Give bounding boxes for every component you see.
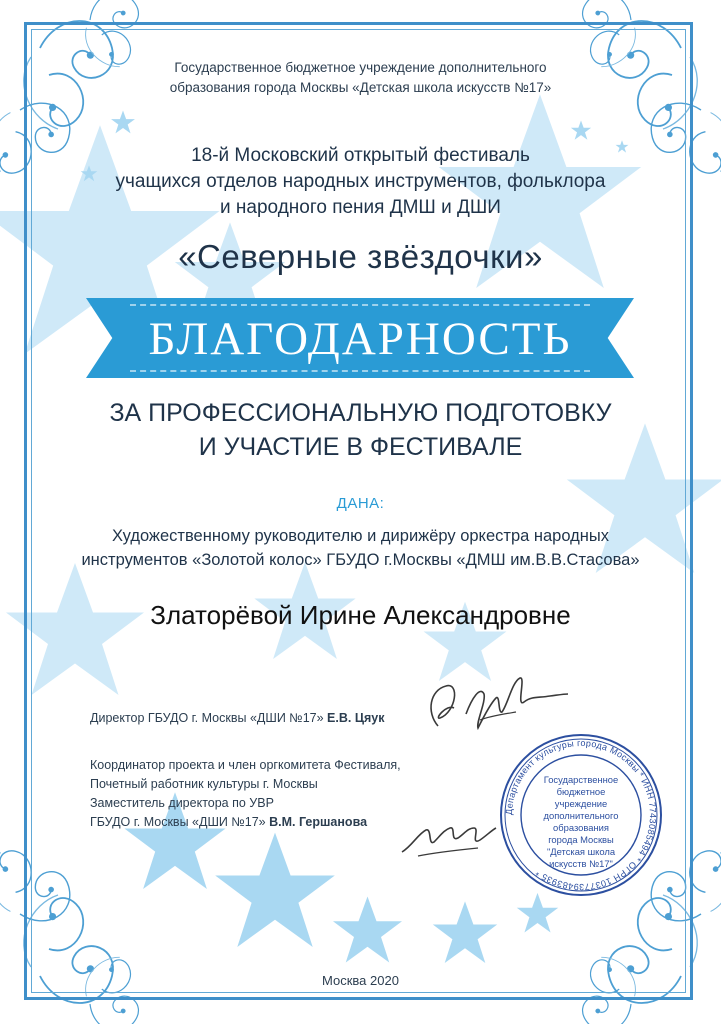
stamp-center-text	[528, 774, 634, 870]
award-ribbon	[86, 298, 634, 378]
award-reason-line: ЗА ПРОФЕССИОНАЛЬНУЮ ПОДГОТОВКУ	[109, 399, 612, 427]
coordinator-line: Заместитель директора по УВР	[90, 796, 274, 810]
stamp-line: искусств №17"	[549, 858, 613, 869]
director-name: Е.В. Цяук	[327, 711, 385, 725]
festival-line: 18-й Московский открытый фестиваль	[191, 145, 530, 166]
festival-line: учащихся отделов народных инструментов, фольклора	[115, 171, 606, 192]
stamp-line: бюджетное	[556, 786, 606, 797]
coordinator-name: В.М. Гершанова	[269, 815, 368, 829]
director-title: Директор ГБУДО г. Москвы «ДШИ №17»	[90, 711, 324, 725]
institution-line: Государственное бюджетное учреждение дополнительного	[174, 60, 547, 75]
institution-line: образования города Москвы «Детская школа искусств №17»	[169, 80, 552, 95]
award-title: БЛАГОДАРНОСТЬ	[148, 313, 572, 365]
coordinator-handwritten-signature	[398, 806, 498, 861]
city-year: Москва 2020	[322, 973, 399, 988]
festival-name: «Северные звёздочки»	[178, 238, 543, 275]
institution-header	[40, 58, 681, 98]
director-handwritten-signature	[420, 668, 570, 738]
stamp-ring-text: Департамент культуры города Москвы * ИНН 7743085494 * ОГРН 1037739483935 *	[503, 737, 659, 893]
stamp-line: дополнительного	[543, 810, 619, 821]
recipient-position-line: Художественному руководителю и дирижёру оркестра народных	[111, 527, 610, 545]
stamp-line: Государственное	[543, 774, 619, 785]
stamp-line: "Детская школа	[546, 846, 616, 857]
award-reason	[40, 396, 681, 464]
director-signature-line	[90, 709, 384, 728]
stamp-line: города Москвы	[548, 834, 614, 845]
recipient-position-line: инструментов «Золотой колос» ГБУДО г.Москвы «ДМШ им.В.В.Стасова»	[81, 551, 640, 569]
coordinator-line: Координатор проекта и член оргкомитета Фестиваля,	[90, 758, 401, 772]
given-label: ДАНА:	[336, 495, 385, 512]
award-reason-line: И УЧАСТИЕ В ФЕСТИВАЛЕ	[198, 433, 523, 461]
stamp-line: учреждение	[554, 798, 608, 809]
coordinator-line: Почетный работник культуры г. Москвы	[90, 777, 318, 791]
recipient-position	[40, 524, 681, 572]
recipient-name: Златорёвой Ирине Александровне	[150, 600, 571, 630]
official-stamp	[498, 732, 664, 898]
festival-line: и народного пения ДМШ и ДШИ	[220, 197, 501, 218]
festival-description	[40, 143, 681, 221]
stamp-line: образования	[553, 822, 609, 833]
coordinator-organization: ГБУДО г. Москвы «ДШИ №17»	[90, 815, 266, 829]
